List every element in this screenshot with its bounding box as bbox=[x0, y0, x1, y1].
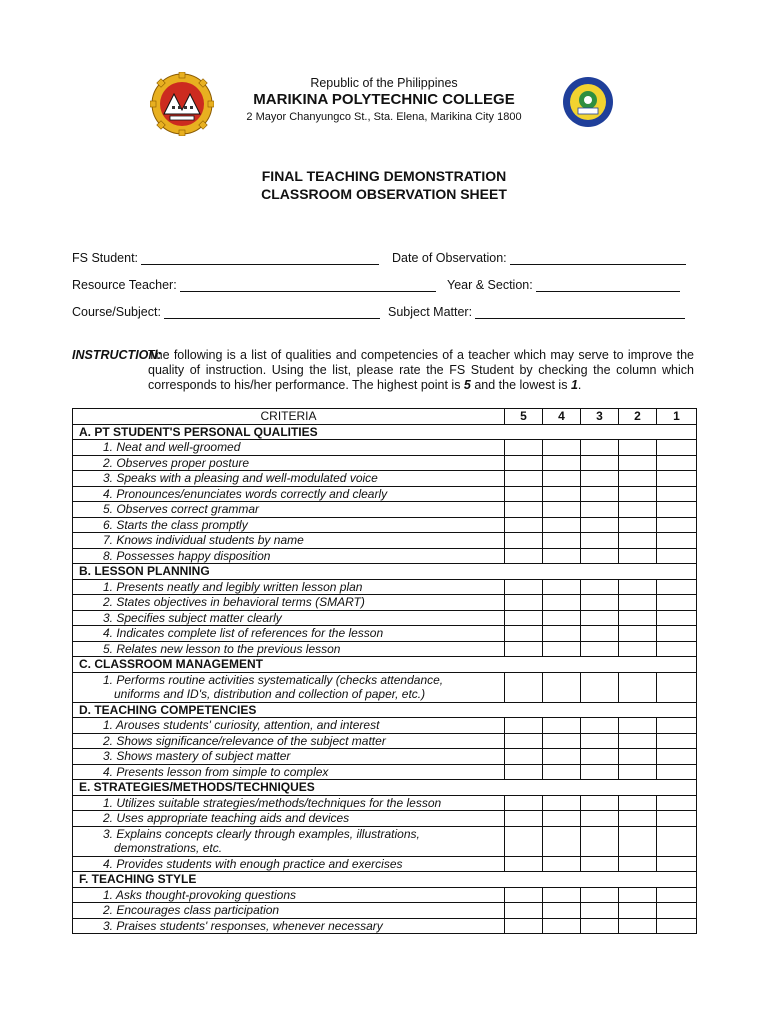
subject-matter-label: Subject Matter: bbox=[388, 305, 473, 319]
criteria-row bbox=[73, 626, 697, 642]
rating-cell-3[interactable] bbox=[581, 764, 619, 780]
criteria-item: 3. Speaks with a pleasing and well-modulated voice bbox=[73, 471, 505, 487]
rating-cell-3[interactable] bbox=[581, 455, 619, 471]
section-title: D. TEACHING COMPETENCIES bbox=[73, 702, 697, 718]
rating-cell-1[interactable] bbox=[657, 826, 697, 856]
criteria-item: 1. Arouses students' curiosity, attention, and interest bbox=[73, 718, 505, 734]
rating-cell-1[interactable] bbox=[657, 918, 697, 934]
criteria-item: 7. Knows individual students by name bbox=[73, 533, 505, 549]
year-section-field[interactable] bbox=[447, 277, 680, 292]
rating-cell-2[interactable] bbox=[619, 856, 657, 872]
rating-cell-5[interactable] bbox=[505, 517, 543, 533]
field-row-1 bbox=[72, 250, 686, 268]
section-title: B. LESSON PLANNING bbox=[73, 564, 697, 580]
criteria-item bbox=[73, 672, 505, 702]
section-row bbox=[73, 780, 697, 796]
fs-student-label: FS Student: bbox=[72, 251, 139, 265]
rating-cell-5[interactable] bbox=[505, 455, 543, 471]
course-subject-line[interactable] bbox=[164, 304, 380, 319]
criteria-item: 3. Praises students' responses, whenever necessary bbox=[73, 918, 505, 934]
criteria-item: 2. Shows significance/relevance of the subject matter bbox=[73, 733, 505, 749]
rating-cell-4[interactable] bbox=[543, 764, 581, 780]
section-row bbox=[73, 702, 697, 718]
criteria-item: 3. Shows mastery of subject matter bbox=[73, 749, 505, 765]
rating-cell-4[interactable] bbox=[543, 455, 581, 471]
criteria-row bbox=[73, 533, 697, 549]
rating-cell-2[interactable] bbox=[619, 749, 657, 765]
college-name: MARIKINA POLYTECHNIC COLLEGE bbox=[253, 91, 515, 108]
criteria-row bbox=[73, 440, 697, 456]
criteria-header: CRITERIA bbox=[73, 409, 505, 425]
criteria-row bbox=[73, 718, 697, 734]
rating-cell-4[interactable] bbox=[543, 856, 581, 872]
criteria-row bbox=[73, 887, 697, 903]
criteria-item: 4. Indicates complete list of references for the lesson bbox=[73, 626, 505, 642]
rating-cell-1[interactable] bbox=[657, 471, 697, 487]
rating-cell-1[interactable] bbox=[657, 455, 697, 471]
rating-cell-4[interactable] bbox=[543, 918, 581, 934]
rating-cell-4[interactable] bbox=[543, 826, 581, 856]
score-header-4: 4 bbox=[543, 409, 581, 425]
rating-cell-3[interactable] bbox=[581, 610, 619, 626]
rating-cell-3[interactable] bbox=[581, 733, 619, 749]
instruction-block bbox=[72, 348, 694, 393]
course-subject-label: Course/Subject: bbox=[72, 305, 161, 319]
rating-cell-4[interactable] bbox=[543, 486, 581, 502]
rating-cell-1[interactable] bbox=[657, 856, 697, 872]
rating-cell-2[interactable] bbox=[619, 641, 657, 657]
rating-cell-5[interactable] bbox=[505, 641, 543, 657]
rating-cell-3[interactable] bbox=[581, 517, 619, 533]
rating-cell-4[interactable] bbox=[543, 517, 581, 533]
rating-cell-5[interactable] bbox=[505, 440, 543, 456]
date-of-observation-label: Date of Observation: bbox=[392, 251, 507, 265]
rating-cell-4[interactable] bbox=[543, 887, 581, 903]
rating-cell-2[interactable] bbox=[619, 826, 657, 856]
criteria-item: 1. Presents neatly and legibly written lesson plan bbox=[73, 579, 505, 595]
rating-cell-2[interactable] bbox=[619, 718, 657, 734]
rating-cell-3[interactable] bbox=[581, 795, 619, 811]
rating-cell-5[interactable] bbox=[505, 672, 543, 702]
rating-cell-5[interactable] bbox=[505, 887, 543, 903]
section-row bbox=[73, 424, 697, 440]
field-row-2 bbox=[72, 277, 686, 295]
rating-cell-5[interactable] bbox=[505, 595, 543, 611]
rating-cell-2[interactable] bbox=[619, 502, 657, 518]
section-row bbox=[73, 657, 697, 673]
criteria-row bbox=[73, 579, 697, 595]
rating-cell-2[interactable] bbox=[619, 533, 657, 549]
rating-cell-2[interactable] bbox=[619, 764, 657, 780]
rating-cell-5[interactable] bbox=[505, 749, 543, 765]
field-row-3 bbox=[72, 304, 686, 322]
rating-cell-3[interactable] bbox=[581, 579, 619, 595]
criteria-row bbox=[73, 502, 697, 518]
rating-cell-5[interactable] bbox=[505, 486, 543, 502]
rating-cell-3[interactable] bbox=[581, 626, 619, 642]
rating-cell-5[interactable] bbox=[505, 502, 543, 518]
criteria-item-line: 1. Performs routine activities systematically (checks attendance, bbox=[103, 672, 444, 687]
rating-cell-4[interactable] bbox=[543, 548, 581, 564]
rating-cell-3[interactable] bbox=[581, 887, 619, 903]
rating-cell-4[interactable] bbox=[543, 795, 581, 811]
fs-student-line[interactable] bbox=[141, 250, 379, 265]
criteria-row bbox=[73, 749, 697, 765]
rating-cell-4[interactable] bbox=[543, 749, 581, 765]
rating-cell-2[interactable] bbox=[619, 595, 657, 611]
rating-cell-5[interactable] bbox=[505, 579, 543, 595]
section-row bbox=[73, 564, 697, 580]
rating-cell-4[interactable] bbox=[543, 440, 581, 456]
criteria-row bbox=[73, 471, 697, 487]
criteria-item-line: demonstrations, etc. bbox=[114, 841, 223, 855]
section-title: E. STRATEGIES/METHODS/TECHNIQUES bbox=[73, 780, 697, 796]
rating-cell-5[interactable] bbox=[505, 718, 543, 734]
rating-cell-1[interactable] bbox=[657, 764, 697, 780]
rating-cell-3[interactable] bbox=[581, 486, 619, 502]
criteria-item: 4. Presents lesson from simple to complex bbox=[73, 764, 505, 780]
criteria-item: 3. Specifies subject matter clearly bbox=[73, 610, 505, 626]
subject-matter-line[interactable] bbox=[475, 304, 685, 319]
rating-cell-1[interactable] bbox=[657, 626, 697, 642]
document-title: FINAL TEACHING DEMONSTRATION bbox=[261, 168, 507, 184]
document-subtitle: CLASSROOM OBSERVATION SHEET bbox=[261, 186, 507, 202]
criteria-row bbox=[73, 641, 697, 657]
rating-cell-4[interactable] bbox=[543, 502, 581, 518]
rating-cell-1[interactable] bbox=[657, 595, 697, 611]
rating-cell-3[interactable] bbox=[581, 811, 619, 827]
score-header-2: 2 bbox=[619, 409, 657, 425]
rating-cell-2[interactable] bbox=[619, 672, 657, 702]
rating-cell-2[interactable] bbox=[619, 811, 657, 827]
rating-cell-2[interactable] bbox=[619, 486, 657, 502]
rating-cell-1[interactable] bbox=[657, 579, 697, 595]
instruction-text-before: The following is a list of qualities and competencies of a teacher which may serve to improve the quality of instruction. Using the list, please rate the FS Student by checking the column which corresponds to his/her performance. The highest point is bbox=[148, 348, 694, 392]
rating-cell-5[interactable] bbox=[505, 626, 543, 642]
instruction-lowest: 1 bbox=[570, 378, 578, 392]
rating-cell-5[interactable] bbox=[505, 533, 543, 549]
rating-cell-1[interactable] bbox=[657, 486, 697, 502]
rating-cell-3[interactable] bbox=[581, 856, 619, 872]
rating-cell-4[interactable] bbox=[543, 718, 581, 734]
criteria-row bbox=[73, 903, 697, 919]
rating-cell-1[interactable] bbox=[657, 672, 697, 702]
rating-cell-4[interactable] bbox=[543, 610, 581, 626]
rating-cell-1[interactable] bbox=[657, 903, 697, 919]
rating-cell-4[interactable] bbox=[543, 533, 581, 549]
year-section-label: Year & Section: bbox=[447, 278, 533, 292]
course-subject-field[interactable] bbox=[72, 304, 380, 319]
rating-cell-3[interactable] bbox=[581, 533, 619, 549]
criteria-row bbox=[73, 856, 697, 872]
rating-cell-5[interactable] bbox=[505, 548, 543, 564]
college-address: 2 Mayor Chanyungco St., Sta. Elena, Marikina City 1800 bbox=[246, 111, 522, 123]
rating-cell-4[interactable] bbox=[543, 811, 581, 827]
rating-cell-1[interactable] bbox=[657, 718, 697, 734]
criteria-row bbox=[73, 826, 697, 856]
rating-cell-3[interactable] bbox=[581, 918, 619, 934]
criteria-row bbox=[73, 455, 697, 471]
rating-cell-5[interactable] bbox=[505, 610, 543, 626]
resource-teacher-field[interactable] bbox=[72, 277, 436, 292]
rating-cell-1[interactable] bbox=[657, 641, 697, 657]
rating-cell-5[interactable] bbox=[505, 918, 543, 934]
republic-label: Republic of the Philippines bbox=[310, 76, 458, 90]
criteria-item: 1. Asks thought-provoking questions bbox=[73, 887, 505, 903]
criteria-row bbox=[73, 918, 697, 934]
rating-cell-2[interactable] bbox=[619, 626, 657, 642]
rating-cell-4[interactable] bbox=[543, 579, 581, 595]
rating-cell-2[interactable] bbox=[619, 455, 657, 471]
rating-cell-2[interactable] bbox=[619, 517, 657, 533]
table-header-row bbox=[73, 409, 697, 425]
rating-cell-4[interactable] bbox=[543, 641, 581, 657]
criteria-item: 1. Neat and well-groomed bbox=[73, 440, 505, 456]
rating-cell-3[interactable] bbox=[581, 595, 619, 611]
rating-cell-1[interactable] bbox=[657, 887, 697, 903]
rating-cell-5[interactable] bbox=[505, 471, 543, 487]
table-body bbox=[73, 424, 697, 934]
criteria-item: 2. Encourages class participation bbox=[73, 903, 505, 919]
rating-cell-5[interactable] bbox=[505, 826, 543, 856]
year-section-line[interactable] bbox=[536, 277, 680, 292]
rating-cell-4[interactable] bbox=[543, 903, 581, 919]
rating-cell-2[interactable] bbox=[619, 733, 657, 749]
instruction-label: INSTRUCTION: bbox=[72, 348, 162, 362]
criteria-item: 5. Relates new lesson to the previous lesson bbox=[73, 641, 505, 657]
rating-cell-3[interactable] bbox=[581, 903, 619, 919]
criteria-item: 8. Possesses happy disposition bbox=[73, 548, 505, 564]
criteria-item: 4. Provides students with enough practice and exercises bbox=[73, 856, 505, 872]
fs-student-field[interactable] bbox=[72, 250, 379, 265]
rating-cell-3[interactable] bbox=[581, 502, 619, 518]
rating-cell-2[interactable] bbox=[619, 903, 657, 919]
score-header-3: 3 bbox=[581, 409, 619, 425]
rating-cell-5[interactable] bbox=[505, 903, 543, 919]
criteria-item: 4. Pronounces/enunciates words correctly and clearly bbox=[73, 486, 505, 502]
rating-cell-2[interactable] bbox=[619, 548, 657, 564]
criteria-item: 6. Starts the class promptly bbox=[73, 517, 505, 533]
rating-cell-4[interactable] bbox=[543, 733, 581, 749]
rating-cell-1[interactable] bbox=[657, 610, 697, 626]
criteria-row bbox=[73, 672, 697, 702]
rating-cell-4[interactable] bbox=[543, 626, 581, 642]
criteria-item-line: 3. Explains concepts clearly through examples, illustrations, bbox=[103, 826, 420, 841]
section-title: A. PT STUDENT'S PERSONAL QUALITIES bbox=[73, 424, 697, 440]
criteria-row bbox=[73, 811, 697, 827]
rating-cell-3[interactable] bbox=[581, 548, 619, 564]
criteria-item: 2. States objectives in behavioral terms (SMART) bbox=[73, 595, 505, 611]
resource-teacher-line[interactable] bbox=[180, 277, 436, 292]
rating-cell-1[interactable] bbox=[657, 502, 697, 518]
rating-cell-1[interactable] bbox=[657, 517, 697, 533]
date-of-observation-line[interactable] bbox=[510, 250, 686, 265]
criteria-row bbox=[73, 610, 697, 626]
criteria-row bbox=[73, 764, 697, 780]
criteria-item: 1. Utilizes suitable strategies/methods/techniques for the lesson bbox=[73, 795, 505, 811]
criteria-row bbox=[73, 795, 697, 811]
rating-cell-2[interactable] bbox=[619, 918, 657, 934]
instruction-text-end: . bbox=[577, 378, 582, 392]
date-of-observation-field[interactable] bbox=[392, 250, 686, 265]
criteria-row bbox=[73, 595, 697, 611]
rating-cell-2[interactable] bbox=[619, 887, 657, 903]
rating-cell-3[interactable] bbox=[581, 672, 619, 702]
instruction-text-middle: and the lowest is bbox=[470, 378, 571, 392]
score-header-5: 5 bbox=[505, 409, 543, 425]
rating-cell-4[interactable] bbox=[543, 595, 581, 611]
criteria-item: 2. Observes proper posture bbox=[73, 455, 505, 471]
rating-cell-5[interactable] bbox=[505, 795, 543, 811]
rating-cell-1[interactable] bbox=[657, 548, 697, 564]
rating-cell-2[interactable] bbox=[619, 440, 657, 456]
resource-teacher-label: Resource Teacher: bbox=[72, 278, 177, 292]
rating-cell-3[interactable] bbox=[581, 718, 619, 734]
instruction-highest: 5 bbox=[463, 378, 471, 392]
rating-cell-1[interactable] bbox=[657, 733, 697, 749]
criteria-row bbox=[73, 733, 697, 749]
rating-cell-2[interactable] bbox=[619, 579, 657, 595]
criteria-item-line: uniforms and ID's, distribution and collection of paper, etc.) bbox=[114, 687, 426, 701]
rating-cell-2[interactable] bbox=[619, 471, 657, 487]
rating-cell-3[interactable] bbox=[581, 641, 619, 657]
rating-cell-1[interactable] bbox=[657, 533, 697, 549]
criteria-item: 2. Uses appropriate teaching aids and devices bbox=[73, 811, 505, 827]
rating-cell-3[interactable] bbox=[581, 440, 619, 456]
rating-cell-5[interactable] bbox=[505, 856, 543, 872]
rating-cell-4[interactable] bbox=[543, 672, 581, 702]
subject-matter-field[interactable] bbox=[388, 304, 685, 319]
rating-cell-2[interactable] bbox=[619, 795, 657, 811]
section-title: F. TEACHING STYLE bbox=[73, 872, 697, 888]
rating-cell-1[interactable] bbox=[657, 795, 697, 811]
criteria-row bbox=[73, 548, 697, 564]
rating-cell-5[interactable] bbox=[505, 811, 543, 827]
score-header-1: 1 bbox=[657, 409, 697, 425]
section-title: C. CLASSROOM MANAGEMENT bbox=[73, 657, 697, 673]
rating-cell-3[interactable] bbox=[581, 749, 619, 765]
observation-table bbox=[72, 408, 697, 934]
rating-cell-2[interactable] bbox=[619, 610, 657, 626]
rating-cell-5[interactable] bbox=[505, 764, 543, 780]
section-row bbox=[73, 872, 697, 888]
rating-cell-3[interactable] bbox=[581, 471, 619, 487]
criteria-row bbox=[73, 486, 697, 502]
rating-cell-5[interactable] bbox=[505, 733, 543, 749]
rating-cell-1[interactable] bbox=[657, 440, 697, 456]
criteria-item bbox=[73, 826, 505, 856]
rating-cell-1[interactable] bbox=[657, 811, 697, 827]
rating-cell-1[interactable] bbox=[657, 749, 697, 765]
instruction-text bbox=[148, 348, 694, 393]
rating-cell-3[interactable] bbox=[581, 826, 619, 856]
criteria-item: 5. Observes correct grammar bbox=[73, 502, 505, 518]
rating-cell-4[interactable] bbox=[543, 471, 581, 487]
criteria-row bbox=[73, 517, 697, 533]
